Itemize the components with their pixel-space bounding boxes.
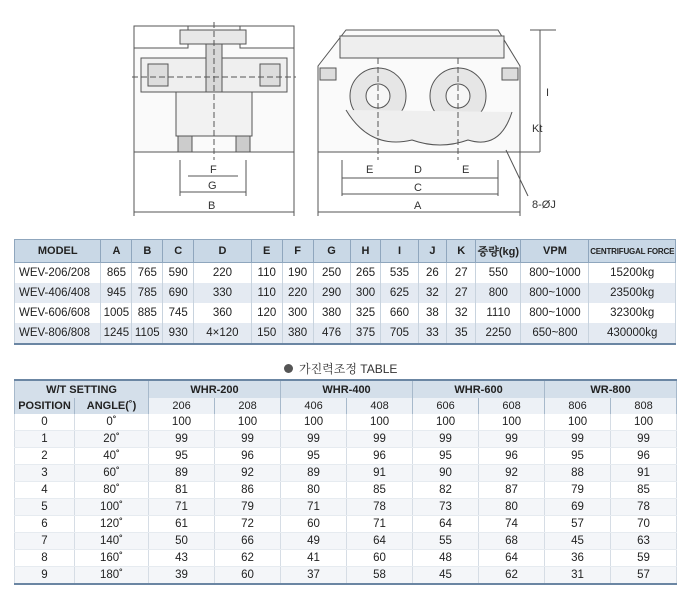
percent-cell: 60	[215, 567, 281, 585]
spec-cell: 190	[282, 263, 313, 284]
spec-col-header: B	[132, 240, 163, 263]
percent-cell: 86	[215, 482, 281, 499]
ws-header-row-top	[15, 380, 677, 398]
model-header: 206	[149, 398, 215, 414]
spec-cell: 745	[163, 303, 194, 323]
dim-label-f: F	[210, 164, 217, 176]
dim-label-i: I	[546, 87, 550, 99]
spec-cell: 265	[350, 263, 381, 284]
percent-cell: 71	[347, 516, 413, 533]
angle-cell: 0˚	[75, 414, 149, 431]
spec-cell: 300	[350, 283, 381, 303]
percent-cell: 70	[611, 516, 677, 533]
spec-cell: 535	[381, 263, 418, 284]
position-cell: 2	[15, 448, 75, 465]
spec-cell: 800	[476, 283, 521, 303]
percent-cell: 45	[545, 533, 611, 550]
spec-col-header: H	[350, 240, 381, 263]
dim-label-e-right: E	[462, 164, 470, 176]
spec-cell: 23500kg	[589, 283, 676, 303]
ws-row	[15, 414, 677, 431]
spec-row	[15, 263, 676, 284]
percent-cell: 100	[281, 414, 347, 431]
spec-col-header: K	[447, 240, 476, 263]
spec-col-header: F	[282, 240, 313, 263]
percent-cell: 100	[347, 414, 413, 431]
percent-cell: 49	[281, 533, 347, 550]
spec-cell: 220	[194, 263, 252, 284]
model-header: 606	[413, 398, 479, 414]
spec-col-header: CENTRIFUGAL FORCE	[589, 240, 676, 263]
percent-cell: 95	[149, 448, 215, 465]
percent-cell: 89	[149, 465, 215, 482]
spec-col-header: G	[313, 240, 350, 263]
spec-row	[15, 283, 676, 303]
ws-row	[15, 533, 677, 550]
spec-header-row	[15, 240, 676, 263]
percent-cell: 73	[413, 499, 479, 516]
spec-cell: 945	[101, 283, 132, 303]
angle-cell: 20˚	[75, 431, 149, 448]
angle-cell: 160˚	[75, 550, 149, 567]
percent-cell: 88	[545, 465, 611, 482]
wt-setting-header: W/T SETTING	[15, 380, 149, 398]
percent-cell: 87	[479, 482, 545, 499]
percent-cell: 48	[413, 550, 479, 567]
spec-cell: 35	[447, 323, 476, 344]
group-header: WR-800	[545, 380, 677, 398]
spec-cell: 865	[101, 263, 132, 284]
spec-cell: 930	[163, 323, 194, 344]
spec-cell: 27	[447, 263, 476, 284]
percent-cell: 99	[413, 431, 479, 448]
spec-col-header: A	[101, 240, 132, 263]
model-header: 806	[545, 398, 611, 414]
percent-cell: 78	[611, 499, 677, 516]
percent-cell: 62	[479, 567, 545, 585]
spec-cell: 15200kg	[589, 263, 676, 284]
spec-col-header: VPM	[521, 240, 589, 263]
wt-setting-table	[14, 379, 677, 585]
spec-cell: 800~1000	[521, 263, 589, 284]
position-cell: 9	[15, 567, 75, 585]
percent-cell: 50	[149, 533, 215, 550]
percent-cell: 69	[545, 499, 611, 516]
angle-cell: 140˚	[75, 533, 149, 550]
dim-label-c: C	[414, 182, 422, 194]
percent-cell: 57	[545, 516, 611, 533]
spec-cell: 625	[381, 283, 418, 303]
percent-cell: 91	[611, 465, 677, 482]
spec-cell: 660	[381, 303, 418, 323]
front-view-drawing	[318, 30, 556, 216]
spec-row	[15, 323, 676, 344]
angle-cell: 120˚	[75, 516, 149, 533]
ws-header-row-sub	[15, 398, 677, 414]
dim-label-hole: 8-ØJ	[532, 199, 556, 211]
percent-cell: 78	[347, 499, 413, 516]
group-header: WHR-600	[413, 380, 545, 398]
percent-cell: 96	[215, 448, 281, 465]
percent-cell: 100	[479, 414, 545, 431]
percent-cell: 37	[281, 567, 347, 585]
spec-cell: 330	[194, 283, 252, 303]
position-cell: 8	[15, 550, 75, 567]
spec-table	[14, 239, 676, 345]
bullet-icon	[284, 364, 293, 373]
spec-cell: 1005	[101, 303, 132, 323]
percent-cell: 79	[215, 499, 281, 516]
percent-cell: 60	[281, 516, 347, 533]
spec-cell: 1245	[101, 323, 132, 344]
model-header: 408	[347, 398, 413, 414]
spec-cell: 800~1000	[521, 283, 589, 303]
ws-row	[15, 448, 677, 465]
ws-row	[15, 482, 677, 499]
percent-cell: 96	[479, 448, 545, 465]
dim-label-e-left: E	[366, 164, 374, 176]
percent-cell: 64	[413, 516, 479, 533]
percent-cell: 99	[479, 431, 545, 448]
percent-cell: 99	[281, 431, 347, 448]
percent-cell: 72	[215, 516, 281, 533]
ws-table-title	[284, 360, 397, 377]
percent-cell: 80	[479, 499, 545, 516]
percent-cell: 61	[149, 516, 215, 533]
spec-cell: 300	[282, 303, 313, 323]
spec-cell: 1110	[476, 303, 521, 323]
percent-cell: 89	[281, 465, 347, 482]
spec-cell: 1105	[132, 323, 163, 344]
spec-cell: 220	[282, 283, 313, 303]
spec-cell: 110	[251, 263, 282, 284]
spec-cell: 380	[313, 303, 350, 323]
group-header: WHR-400	[281, 380, 413, 398]
dim-label-kt: Kt	[532, 123, 543, 135]
percent-cell: 79	[545, 482, 611, 499]
spec-cell: 26	[418, 263, 447, 284]
percent-cell: 95	[281, 448, 347, 465]
spec-cell: 800~1000	[521, 303, 589, 323]
percent-cell: 99	[545, 431, 611, 448]
percent-cell: 62	[215, 550, 281, 567]
group-header: WHR-200	[149, 380, 281, 398]
percent-cell: 91	[347, 465, 413, 482]
spec-cell: 650~800	[521, 323, 589, 344]
model-header: 608	[479, 398, 545, 414]
angle-cell: 180˚	[75, 567, 149, 585]
angle-cell: 60˚	[75, 465, 149, 482]
model-cell: WEV-406/408	[15, 283, 101, 303]
percent-cell: 41	[281, 550, 347, 567]
spec-cell: 430000kg	[589, 323, 676, 344]
spec-col-header: C	[163, 240, 194, 263]
dim-label-d: D	[414, 164, 422, 176]
percent-cell: 64	[347, 533, 413, 550]
spec-cell: 380	[282, 323, 313, 344]
position-cell: 4	[15, 482, 75, 499]
spec-cell: 885	[132, 303, 163, 323]
spec-cell: 150	[251, 323, 282, 344]
spec-cell: 33	[418, 323, 447, 344]
ws-row	[15, 431, 677, 448]
model-cell: WEV-206/208	[15, 263, 101, 284]
spec-cell: 476	[313, 323, 350, 344]
percent-cell: 100	[413, 414, 479, 431]
percent-cell: 59	[611, 550, 677, 567]
percent-cell: 63	[611, 533, 677, 550]
spec-cell: 550	[476, 263, 521, 284]
dim-label-a: A	[414, 200, 422, 212]
percent-cell: 85	[611, 482, 677, 499]
ws-row	[15, 499, 677, 516]
spec-cell: 38	[418, 303, 447, 323]
angle-cell: 100˚	[75, 499, 149, 516]
percent-cell: 99	[149, 431, 215, 448]
percent-cell: 80	[281, 482, 347, 499]
spec-cell: 375	[350, 323, 381, 344]
percent-cell: 45	[413, 567, 479, 585]
percent-cell: 96	[611, 448, 677, 465]
percent-cell: 85	[347, 482, 413, 499]
percent-cell: 100	[611, 414, 677, 431]
spec-cell: 4×120	[194, 323, 252, 344]
percent-cell: 92	[215, 465, 281, 482]
percent-cell: 100	[149, 414, 215, 431]
percent-cell: 99	[347, 431, 413, 448]
spec-row	[15, 303, 676, 323]
position-cell: 0	[15, 414, 75, 431]
technical-drawings	[0, 0, 687, 232]
spec-cell: 785	[132, 283, 163, 303]
spec-cell: 325	[350, 303, 381, 323]
percent-cell: 100	[215, 414, 281, 431]
spec-cell: 690	[163, 283, 194, 303]
position-cell: 6	[15, 516, 75, 533]
spec-cell: 32300kg	[589, 303, 676, 323]
ws-row	[15, 516, 677, 533]
spec-cell: 765	[132, 263, 163, 284]
spec-col-header: D	[194, 240, 252, 263]
percent-cell: 96	[347, 448, 413, 465]
spec-cell: 290	[313, 283, 350, 303]
percent-cell: 82	[413, 482, 479, 499]
dim-label-b: B	[208, 200, 216, 212]
percent-cell: 100	[545, 414, 611, 431]
percent-cell: 36	[545, 550, 611, 567]
model-header: 808	[611, 398, 677, 414]
spec-cell: 27	[447, 283, 476, 303]
percent-cell: 31	[545, 567, 611, 585]
percent-cell: 66	[215, 533, 281, 550]
model-cell: WEV-806/808	[15, 323, 101, 344]
spec-cell: 120	[251, 303, 282, 323]
spec-col-header: MODEL	[15, 240, 101, 263]
spec-cell: 250	[313, 263, 350, 284]
angle-cell: 80˚	[75, 482, 149, 499]
percent-cell: 68	[479, 533, 545, 550]
percent-cell: 43	[149, 550, 215, 567]
angle-cell: 40˚	[75, 448, 149, 465]
ws-table-title-text: 가진력조정 TABLE	[299, 362, 398, 376]
spec-cell: 590	[163, 263, 194, 284]
percent-cell: 64	[479, 550, 545, 567]
spec-col-header: 중량(kg)	[476, 240, 521, 263]
dim-label-g: G	[208, 180, 217, 192]
ws-row	[15, 567, 677, 585]
spec-cell: 360	[194, 303, 252, 323]
percent-cell: 95	[545, 448, 611, 465]
spec-cell: 110	[251, 283, 282, 303]
percent-cell: 55	[413, 533, 479, 550]
ws-row	[15, 550, 677, 567]
percent-cell: 92	[479, 465, 545, 482]
position-cell: 5	[15, 499, 75, 516]
percent-cell: 58	[347, 567, 413, 585]
angle-header: ANGLE(˚)	[75, 398, 149, 414]
model-header: 406	[281, 398, 347, 414]
spec-col-header: E	[251, 240, 282, 263]
spec-col-header: J	[418, 240, 447, 263]
position-cell: 3	[15, 465, 75, 482]
model-header: 208	[215, 398, 281, 414]
percent-cell: 71	[281, 499, 347, 516]
percent-cell: 39	[149, 567, 215, 585]
percent-cell: 71	[149, 499, 215, 516]
spec-cell: 32	[418, 283, 447, 303]
percent-cell: 90	[413, 465, 479, 482]
spec-cell: 705	[381, 323, 418, 344]
model-cell: WEV-606/608	[15, 303, 101, 323]
percent-cell: 81	[149, 482, 215, 499]
percent-cell: 99	[215, 431, 281, 448]
position-cell: 7	[15, 533, 75, 550]
spec-cell: 32	[447, 303, 476, 323]
spec-cell: 2250	[476, 323, 521, 344]
position-header: POSITION	[15, 398, 75, 414]
percent-cell: 95	[413, 448, 479, 465]
ws-row	[15, 465, 677, 482]
percent-cell: 57	[611, 567, 677, 585]
spec-col-header: I	[381, 240, 418, 263]
position-cell: 1	[15, 431, 75, 448]
percent-cell: 74	[479, 516, 545, 533]
percent-cell: 60	[347, 550, 413, 567]
percent-cell: 99	[611, 431, 677, 448]
